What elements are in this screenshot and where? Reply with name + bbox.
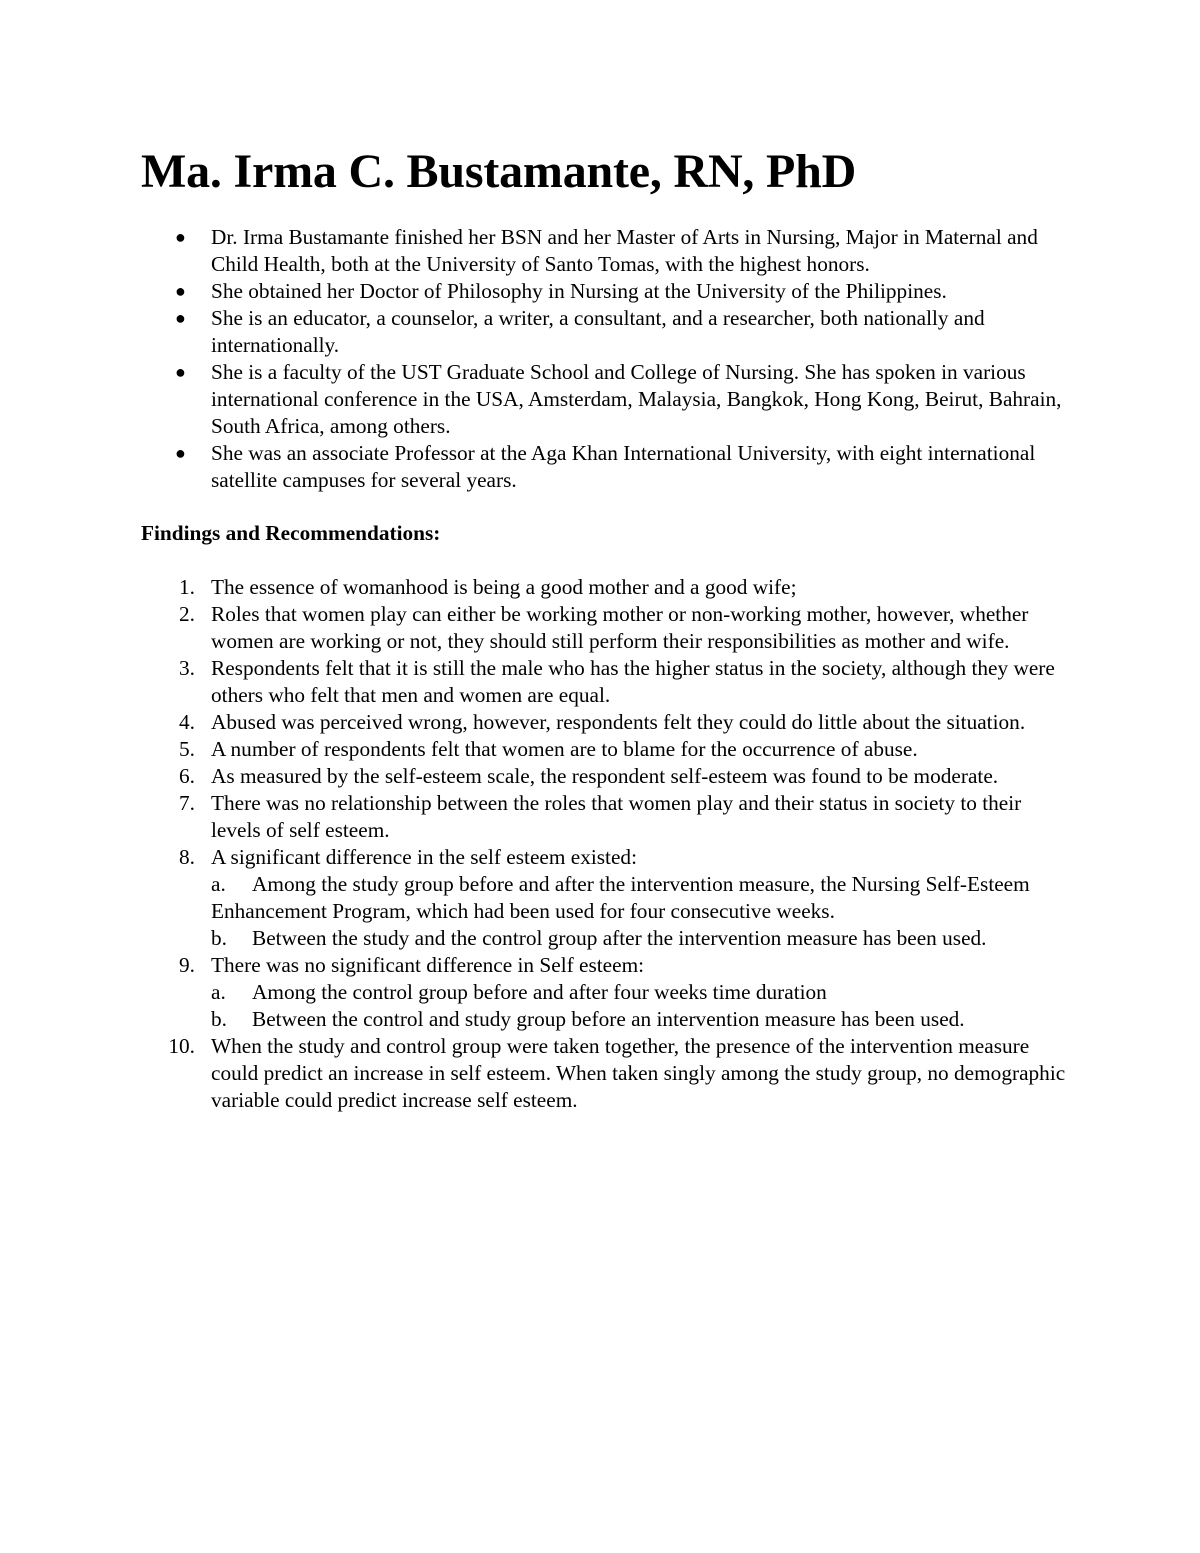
finding-item: [141, 574, 1071, 601]
sub-item-letter: a.: [211, 980, 226, 1004]
sub-item-letter: a.: [211, 872, 226, 896]
sub-item-letter: b.: [211, 926, 227, 950]
bio-item-text: She is an educator, a counselor, a writer, a consultant, and a researcher, both nationally and internationally.: [211, 306, 985, 357]
finding-number: 1.: [179, 575, 195, 599]
bullet-icon: ●: [175, 281, 186, 301]
finding-text: Respondents felt that it is still the male who has the higher status in the society, although they were others who felt that men and women are equal.: [211, 656, 1055, 707]
finding-item: [141, 1033, 1071, 1114]
bio-item-text: She is a faculty of the UST Graduate School and College of Nursing. She has spoken in various international conference in the USA, Amsterdam, Malaysia, Bangkok, Hong Kong, Beirut, Bahrain, South Africa, among others.: [211, 360, 1062, 438]
findings-list: [141, 574, 1071, 1114]
finding-number: 9.: [179, 953, 195, 977]
finding-sub-item: [211, 979, 1071, 1006]
document-page: [141, 140, 1071, 1114]
finding-sub-item: [211, 871, 1071, 925]
finding-number: 7.: [179, 791, 195, 815]
sub-item-text: Between the study and the control group after the intervention measure has been used.: [252, 926, 987, 950]
finding-item: [141, 952, 1071, 1033]
finding-number: 2.: [179, 602, 195, 626]
bio-item-text: She was an associate Professor at the Aga Khan International University, with eight international satellite campuses for several years.: [211, 441, 1036, 492]
finding-text: There was no significant difference in Self esteem:: [211, 953, 645, 977]
bullet-icon: ●: [175, 362, 186, 382]
finding-text: A significant difference in the self esteem existed:: [211, 845, 637, 869]
finding-item: [141, 601, 1071, 655]
finding-text: Roles that women play can either be working mother or non-working mother, however, whether women are working or not, they should still perform their responsibilities as mother and wife.: [211, 602, 1029, 653]
sub-item-letter: b.: [211, 1007, 227, 1031]
bullet-icon: ●: [175, 227, 186, 247]
finding-text: A number of respondents felt that women are to blame for the occurrence of abuse.: [211, 737, 918, 761]
bio-item: [141, 278, 1071, 305]
finding-item: [141, 790, 1071, 844]
bio-item: [141, 224, 1071, 278]
finding-item: [141, 736, 1071, 763]
finding-item: [141, 709, 1071, 736]
page-title: Ma. Irma C. Bustamante, RN, PhD: [141, 145, 857, 198]
bio-item: [141, 440, 1071, 494]
finding-sub-item: [211, 1006, 1071, 1033]
finding-number: 10.: [168, 1034, 195, 1058]
finding-item: [141, 844, 1071, 952]
bio-item: [141, 305, 1071, 359]
bullet-icon: ●: [175, 443, 186, 463]
finding-text: The essence of womanhood is being a good mother and a good wife;: [211, 575, 797, 599]
finding-text: As measured by the self-esteem scale, the respondent self-esteem was found to be moderate.: [211, 764, 999, 788]
finding-text: When the study and control group were taken together, the presence of the intervention measure could predict an increase in self esteem. When taken singly among the study group, no demographic variable could predict increase self esteem.: [211, 1034, 1066, 1112]
finding-number: 5.: [179, 737, 195, 761]
bullet-icon: ●: [175, 308, 186, 328]
findings-heading: Findings and Recommendations:: [141, 521, 441, 545]
finding-text: Abused was perceived wrong, however, respondents felt they could do little about the situation.: [211, 710, 1026, 734]
bio-item: [141, 359, 1071, 440]
finding-item: [141, 763, 1071, 790]
bio-item-text: She obtained her Doctor of Philosophy in Nursing at the University of the Philippines.: [211, 279, 947, 303]
sub-item-text: Among the study group before and after the intervention measure, the Nursing Self-Esteem Enhancement Program, which had been used for four consecutive weeks.: [211, 872, 1030, 923]
finding-text: There was no relationship between the roles that women play and their status in society to their levels of self esteem.: [211, 791, 1022, 842]
sub-item-text: Among the control group before and after four weeks time duration: [252, 980, 827, 1004]
finding-number: 6.: [179, 764, 195, 788]
finding-sub-item: [211, 925, 1071, 952]
sub-item-text: Between the control and study group before an intervention measure has been used.: [252, 1007, 965, 1031]
finding-number: 4.: [179, 710, 195, 734]
finding-item: [141, 655, 1071, 709]
finding-number: 8.: [179, 845, 195, 869]
bio-list: [141, 224, 1071, 494]
bio-item-text: Dr. Irma Bustamante finished her BSN and her Master of Arts in Nursing, Major in Maternal and Child Health, both at the University of Santo Tomas, with the highest honors.: [211, 225, 1038, 276]
finding-number: 3.: [179, 656, 195, 680]
